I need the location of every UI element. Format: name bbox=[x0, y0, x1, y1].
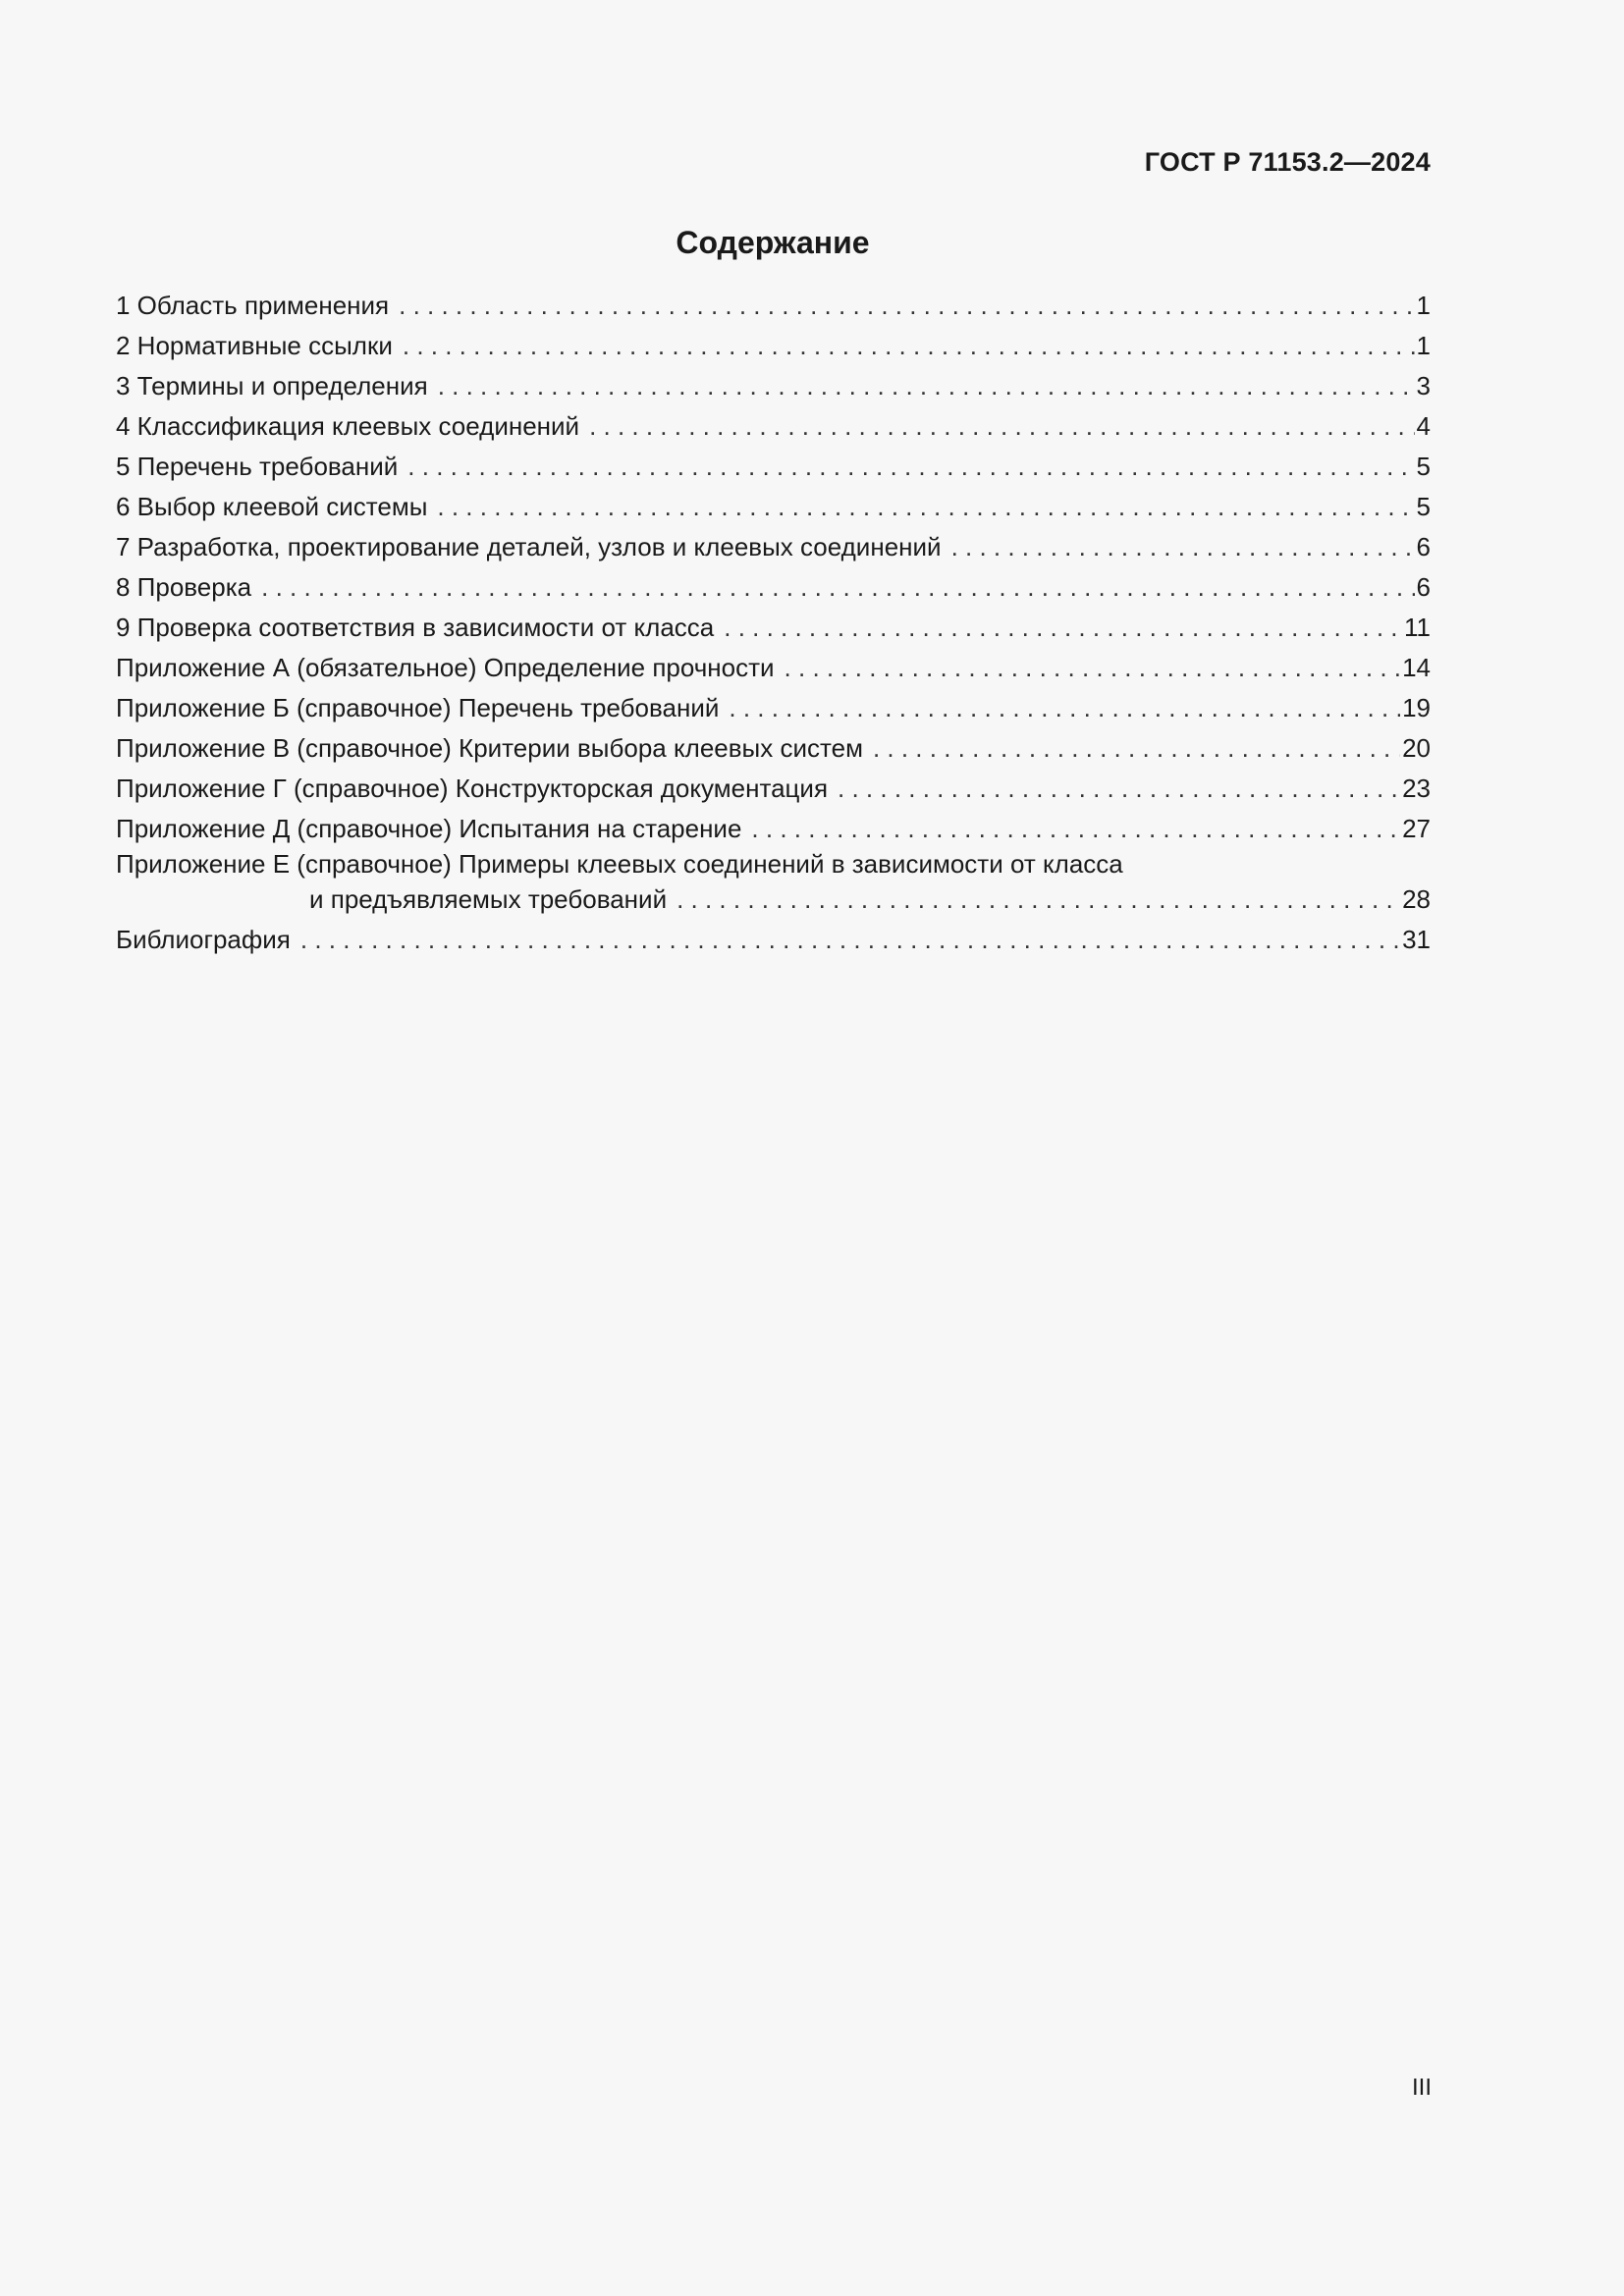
toc-entry-page: 31 bbox=[1402, 924, 1431, 954]
toc-leader-dots bbox=[399, 290, 1414, 321]
toc-leader-dots bbox=[438, 370, 1415, 401]
toc-entry[interactable] bbox=[116, 446, 1431, 486]
toc-entry[interactable] bbox=[116, 607, 1431, 647]
toc-entry-text: 1 Область применения bbox=[116, 290, 390, 320]
toc-leader-dots bbox=[873, 732, 1400, 764]
toc-leader-dots bbox=[300, 924, 1400, 955]
toc-leader-dots bbox=[589, 410, 1414, 442]
toc-entry-text: 9 Проверка соответствия в зависимости от класса bbox=[116, 612, 715, 642]
toc-title: Содержание bbox=[676, 225, 870, 260]
document-code: ГОСТ Р 71153.2—2024 bbox=[1144, 147, 1431, 177]
toc-entry-page: 19 bbox=[1402, 692, 1431, 722]
toc-leader-dots bbox=[751, 813, 1400, 844]
toc-entry-page: 20 bbox=[1402, 732, 1431, 763]
toc-leader-dots bbox=[403, 330, 1415, 361]
toc-entry[interactable] bbox=[116, 365, 1431, 405]
toc-entry-page: 1 bbox=[1416, 290, 1431, 320]
toc-entry-page: 28 bbox=[1402, 884, 1431, 914]
toc-entry-page: 6 bbox=[1416, 531, 1431, 561]
toc-entry-page: 6 bbox=[1416, 571, 1431, 602]
toc-entry-page: 1 bbox=[1416, 330, 1431, 360]
toc-entry[interactable] bbox=[116, 566, 1431, 607]
toc-entry-text: 8 Проверка bbox=[116, 571, 252, 602]
toc-entry-text: 6 Выбор клеевой системы bbox=[116, 491, 428, 521]
toc-entry-text: Приложение Б (справочное) Перечень требований bbox=[116, 692, 720, 722]
toc-entry-page: 23 bbox=[1402, 773, 1431, 803]
toc-entry-text: Приложение А (обязательное) Определение прочности bbox=[116, 652, 775, 682]
toc-entry-text: 3 Термины и определения bbox=[116, 370, 428, 400]
toc-entry-text: 5 Перечень требований bbox=[116, 451, 399, 481]
table-of-contents bbox=[116, 285, 1431, 959]
toc-entry-page: 27 bbox=[1402, 813, 1431, 843]
toc-entry[interactable] bbox=[116, 647, 1431, 687]
toc-entry-page: 3 bbox=[1416, 370, 1431, 400]
toc-entry[interactable] bbox=[116, 486, 1431, 526]
toc-entry[interactable] bbox=[116, 687, 1431, 727]
toc-entry-text: 4 Классификация клеевых соединений bbox=[116, 410, 580, 441]
toc-entry-text-continuation: и предъявляемых требований bbox=[309, 884, 668, 914]
toc-entry[interactable] bbox=[116, 325, 1431, 365]
toc-entry-text: Приложение Д (справочное) Испытания на старение bbox=[116, 813, 742, 843]
toc-leader-dots bbox=[261, 571, 1414, 603]
toc-entry-page: 11 bbox=[1404, 612, 1431, 642]
toc-entry[interactable] bbox=[116, 285, 1431, 325]
toc-leader-dots bbox=[785, 652, 1401, 683]
toc-entry-text: Библиография bbox=[116, 924, 291, 954]
page-number: III bbox=[1411, 2074, 1432, 2101]
toc-entry-text: 7 Разработка, проектирование деталей, узлов и клеевых соединений bbox=[116, 531, 942, 561]
toc-entry[interactable] bbox=[116, 808, 1431, 848]
toc-leader-dots bbox=[437, 491, 1414, 522]
toc-entry[interactable] bbox=[116, 768, 1431, 808]
toc-entry[interactable] bbox=[116, 848, 1431, 919]
toc-leader-dots bbox=[724, 612, 1402, 643]
toc-entry-page: 4 bbox=[1416, 410, 1431, 441]
toc-entry-page: 5 bbox=[1416, 491, 1431, 521]
toc-leader-dots bbox=[677, 883, 1400, 915]
toc-entry-text: 2 Нормативные ссылки bbox=[116, 330, 393, 360]
toc-entry[interactable] bbox=[116, 919, 1431, 959]
toc-leader-dots bbox=[729, 692, 1400, 723]
toc-entry-text: Приложение Е (справочное) Примеры клеевых соединений в зависимости от класса bbox=[116, 849, 1123, 879]
toc-entry[interactable] bbox=[116, 405, 1431, 446]
toc-entry[interactable] bbox=[116, 526, 1431, 566]
toc-entry-page: 14 bbox=[1402, 652, 1431, 682]
toc-entry-page: 5 bbox=[1416, 451, 1431, 481]
toc-leader-dots bbox=[838, 773, 1400, 804]
toc-entry-text: Приложение В (справочное) Критерии выбора клеевых систем bbox=[116, 732, 863, 763]
toc-leader-dots bbox=[951, 531, 1415, 562]
toc-entry-text: Приложение Г (справочное) Конструкторская документация bbox=[116, 773, 829, 803]
toc-leader-dots bbox=[407, 451, 1414, 482]
toc-entry[interactable] bbox=[116, 727, 1431, 768]
